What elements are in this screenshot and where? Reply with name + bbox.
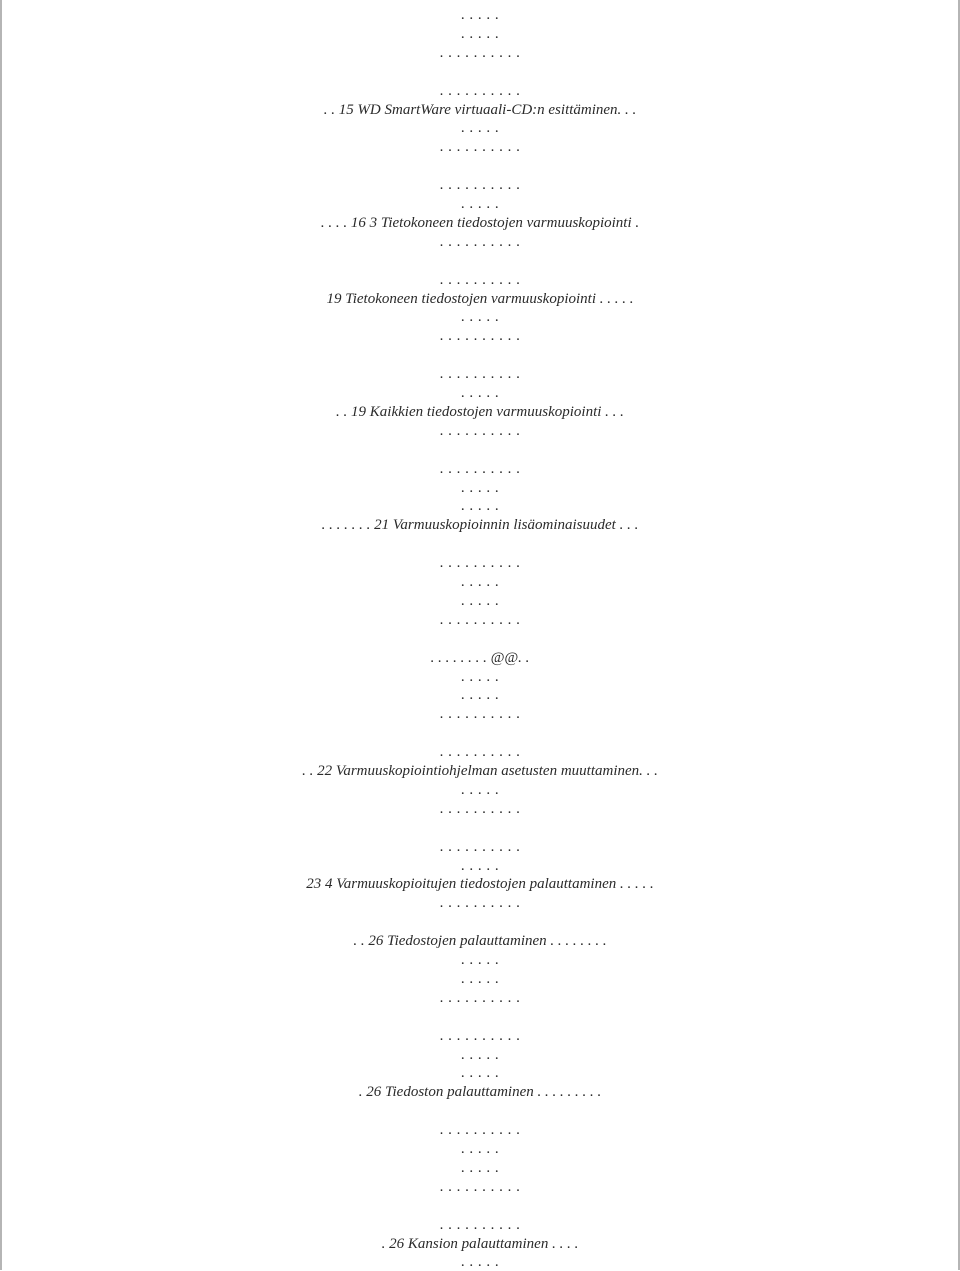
leader-dots-line: . . . . . . . . . . xyxy=(439,44,521,61)
leader-dots-line: . . . . . . . . . . xyxy=(439,422,521,439)
leader-dots-line: . . . . . xyxy=(460,7,500,23)
leader-dots-line: . . . . . xyxy=(460,1065,500,1082)
leader-dots-line: . . . . . xyxy=(460,1141,500,1157)
toc-entry: . 26 Tiedoston palauttaminen . . . . . . . . . xyxy=(358,1084,602,1101)
leader-dots-line: . . . . . xyxy=(460,857,500,874)
leader-dots-line: . . . . . xyxy=(460,1046,500,1063)
toc-entry: . . 26 Tiedostojen palauttaminen . . . . . . . . xyxy=(353,933,607,950)
leader-dots-line: . . . . . xyxy=(460,196,500,212)
leader-dots-line: . . . . . . . . . . xyxy=(439,706,521,723)
leader-dots-line: . . . . . xyxy=(460,1159,500,1176)
toc-entry: . . . . . . . 21 Varmuuskopioinnin lisäominaisuudet . . . xyxy=(321,517,639,534)
leader-dots-line: . . . . . xyxy=(460,385,500,401)
leader-dots-line: . . . . . . . . . . xyxy=(439,1122,521,1139)
leader-dots-line: . . . . . . . . . . xyxy=(439,1216,521,1233)
leader-dots-line: . . . . . . . . . . xyxy=(439,838,521,855)
leader-dots-line: . . . . . . . . . . xyxy=(439,233,521,250)
toc-entry: . . . . . . . . @@. . xyxy=(430,649,530,666)
leader-dots-line: . . . . . xyxy=(460,952,500,968)
leader-dots-line: . . . . . xyxy=(460,668,500,685)
leader-dots-line: . . . . . . . . . . xyxy=(439,271,521,288)
leader-dots-line: . . . . . . . . . . xyxy=(439,366,521,383)
leader-dots-line: . . . . . xyxy=(460,498,500,515)
leader-dots-line: . . . . . . . . . . xyxy=(439,555,521,572)
leader-dots-line: . . . . . xyxy=(460,25,500,42)
leader-dots-line: . . . . . xyxy=(460,781,500,798)
toc-entry: . . 19 Kaikkien tiedostojen varmuuskopiointi . . . xyxy=(336,403,624,420)
toc-entry: . 26 Kansion palauttaminen . . . . xyxy=(381,1235,579,1252)
leader-dots-line: . . . . . . . . . . xyxy=(439,177,521,194)
toc-entry: . . 22 Varmuuskopiointiohjelman asetusten muuttaminen. . . xyxy=(302,763,658,779)
leader-dots-line: . . . . . xyxy=(460,479,500,496)
leader-dots-line: . . . . . . . . . . xyxy=(439,1178,521,1195)
leader-dots-line: . . . . . xyxy=(460,970,500,987)
toc-entry: . . . . 16 3 Tietokoneen tiedostojen varmuuskopiointi . xyxy=(320,214,640,231)
leader-dots-line: . . . . . . . . . . xyxy=(439,139,521,156)
leader-dots-line: . . . . . . . . . . xyxy=(439,800,521,817)
leader-dots-line: . . . . . . . . . . xyxy=(439,1027,521,1044)
toc-entry: 23 4 Varmuuskopioitujen tiedostojen palauttaminen . . . . . xyxy=(306,876,654,893)
leader-dots-line: . . . . . . . . . . xyxy=(439,82,521,99)
leader-dots-line: . . . . . . . . . . xyxy=(439,611,521,628)
leader-dots-line: . . . . . xyxy=(460,574,500,590)
toc-entry: 19 Tietokoneen tiedostojen varmuuskopiointi . . . . . xyxy=(326,290,634,307)
leader-dots-line: . . . . . xyxy=(460,120,500,137)
leader-dots-line: . . . . . . . . . . xyxy=(439,895,521,912)
leader-dots-line: . . . . . xyxy=(460,592,500,609)
leader-dots-line: . . . . . . . . . . xyxy=(439,744,521,761)
leader-dots-line: . . . . . xyxy=(460,309,500,326)
leader-dots-line: . . . . . . . . . . xyxy=(439,328,521,345)
leader-dots-line: . . . . . xyxy=(460,1254,500,1271)
leader-dots-line: . . . . . . . . . . xyxy=(439,460,521,477)
leader-dots-line: . . . . . . . . . . xyxy=(439,989,521,1006)
toc-entry: . . 15 WD SmartWare virtuaali-CD:n esittäminen. . . xyxy=(323,101,637,118)
leader-dots-line: . . . . . xyxy=(460,687,500,704)
